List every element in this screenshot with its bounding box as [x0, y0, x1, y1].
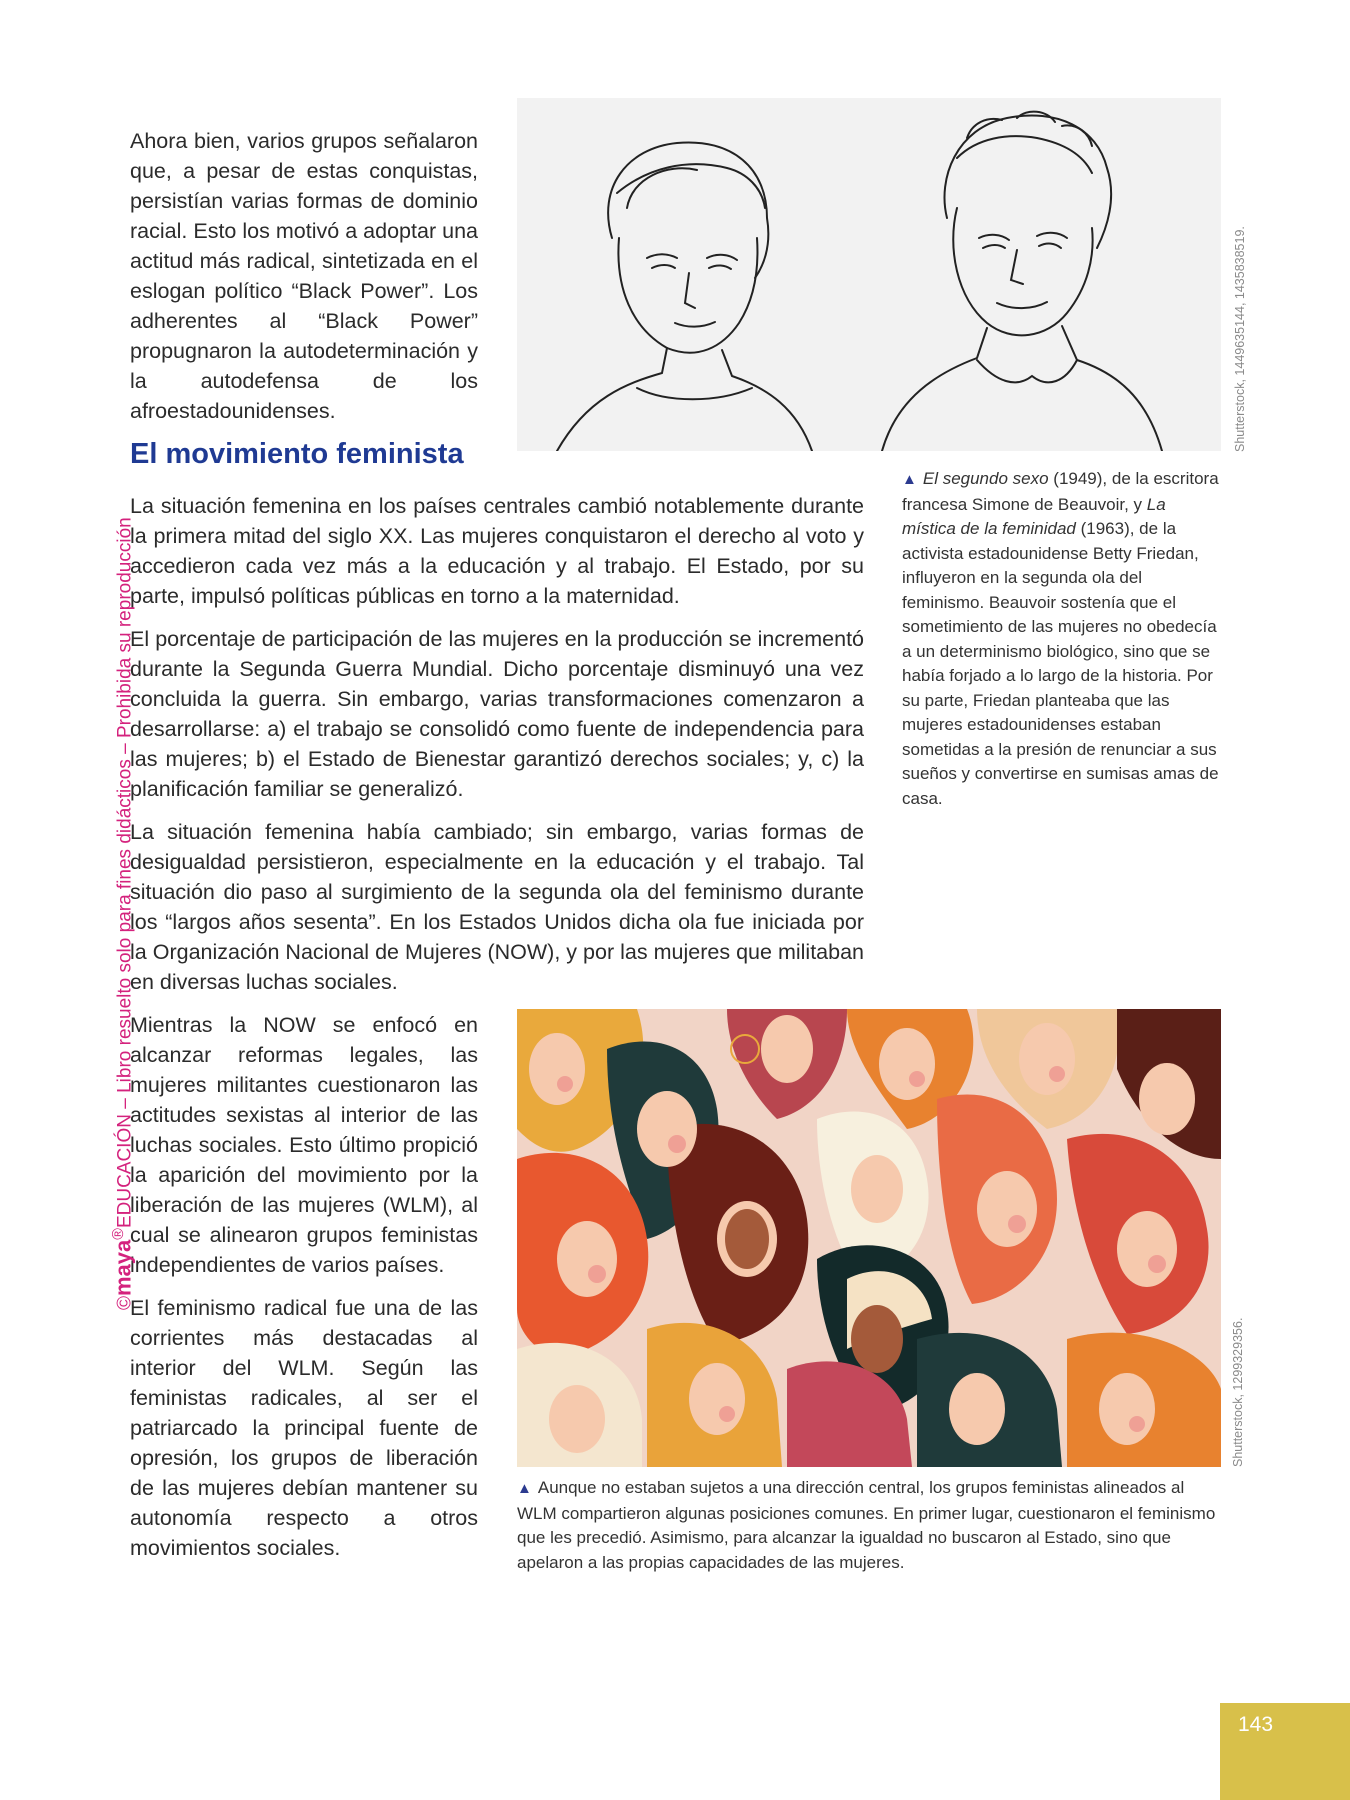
photo-credit-2: Shutterstock, 1299329356.	[1231, 1317, 1245, 1467]
women-crowd-art	[517, 1009, 1221, 1467]
caption-book-2: La mística de la feminidad	[902, 494, 1166, 538]
main-paragraph-1: La situación femenina en los países centrales cambió notablemente durante la primera mitad del siglo XX. Las mujeres conquistaron el derecho al voto y accedieron cada vez más a la educación y al trabajo. El Estado, por su parte, impulsó políticas públicas en torno a la maternidad.	[130, 494, 864, 608]
caption-2	[517, 1476, 1221, 1575]
section-heading: El movimiento feminista	[130, 438, 464, 470]
brand-logo-text: maya	[110, 1239, 136, 1296]
left-paragraph-2: El feminismo radical fue una de las corrientes más destacadas al interior del WLM. Según las feministas radicales, al ser el patriarcado la principal fuente de opresión, los grupos de liberación de las mujeres debían mantener su autonomía respecto a otros movimientos sociales.	[130, 1296, 478, 1560]
photo-credit-1: Shutterstock, 1449635144, 1435838519.	[1233, 226, 1247, 452]
women-crowd-illustration	[517, 1009, 1221, 1467]
portrait-sketches	[517, 98, 1221, 451]
caption-triangle-icon: ▲	[517, 1480, 532, 1497]
left-text-block	[130, 1010, 478, 1576]
page-number: 143	[1238, 1713, 1274, 1736]
registered-mark: ®	[110, 1228, 127, 1240]
caption-2-text: Aunque no estaban sujetos a una dirección central, los grupos feministas alineados al WLM compartieron algunas posiciones comunes. En primer lugar, cuestionaron el feminismo que les precedió. Asimismo, para alcanzar la igualdad no buscaron al Estado, sino que apelaron a las propias capacidades de las mujeres.	[517, 1478, 1216, 1572]
intro-paragraph-block	[130, 126, 478, 426]
caption-1	[902, 467, 1222, 811]
caption-text-1: (1949), de la escritora francesa Simone de Beauvoir, y	[902, 469, 1219, 514]
main-paragraph-2: El porcentaje de participación de las mujeres en la producción se incrementó durante la Segunda Guerra Mundial. Dicho porcentaje disminuyó una vez concluida la guerra. Sin embargo, varias transformaciones comenzaron a desarrollarse: a) el trabajo se consolidó como fuente de independencia para las mujeres; b) el Estado de Bienestar garantizó derechos sociales; y, c) la planificación familiar se generalizó.	[130, 627, 864, 801]
intro-paragraph: Ahora bien, varios grupos señalaron que, a pesar de estas conquistas, persistían varias formas de dominio racial. Esto los motivó a adoptar una actitud más radical, sintetizada en el eslogan político “Black Power”. Los adherentes al “Black Power” propugnaron la autodeterminación y la autodefensa de los afroestadounidenses.	[130, 129, 478, 423]
main-paragraph-3: La situación femenina había cambiado; sin embargo, varias formas de desigualdad persistieron, especialmente en la educación y el trabajo. Tal situación dio paso al surgimiento de la segunda ola del feminismo durante los “largos años sesenta”. En los Estados Unidos dicha ola fue iniciada por la Organización Nacional de Mujeres (NOW), y por las mujeres que militaban en diversas luchas sociales.	[130, 820, 864, 994]
copyright-sidebar	[110, 517, 136, 1310]
caption-book-1: El segundo sexo	[922, 469, 1049, 488]
portraits-illustration	[517, 98, 1221, 451]
left-paragraph-1: Mientras la NOW se enfocó en alcanzar reformas legales, las mujeres militantes cuestionaron las actitudes sexistas al interior de las luchas sociales. Esto último propició la aparición del movimiento por la liberación de las mujeres (WLM), al cual se alinearon grupos feministas independientes de varios países.	[130, 1013, 478, 1277]
copyright-symbol: ©	[114, 1296, 136, 1310]
caption-text-2: (1963), de la activista estadounidense Betty Friedan, influyeron en la segunda ola del feminismo. Beauvoir sostenía que el sometimiento de las mujeres no obedecía a un determinismo biológico, sino que se había forjado a lo largo de la historia. Por su parte, Friedan planteaba que las mujeres estadounidenses estaban sometidas a la presión de renunciar a sus sueños y convertirse en sumisas amas de casa.	[902, 519, 1219, 808]
page-number-box	[1220, 1703, 1350, 1800]
main-text-block	[130, 491, 864, 1010]
caption-triangle-icon: ▲	[902, 471, 917, 488]
sidebar-text: EDUCACIÓN – Libro resuelto solo para fines didácticos – Prohibida su reproducción	[114, 517, 136, 1229]
